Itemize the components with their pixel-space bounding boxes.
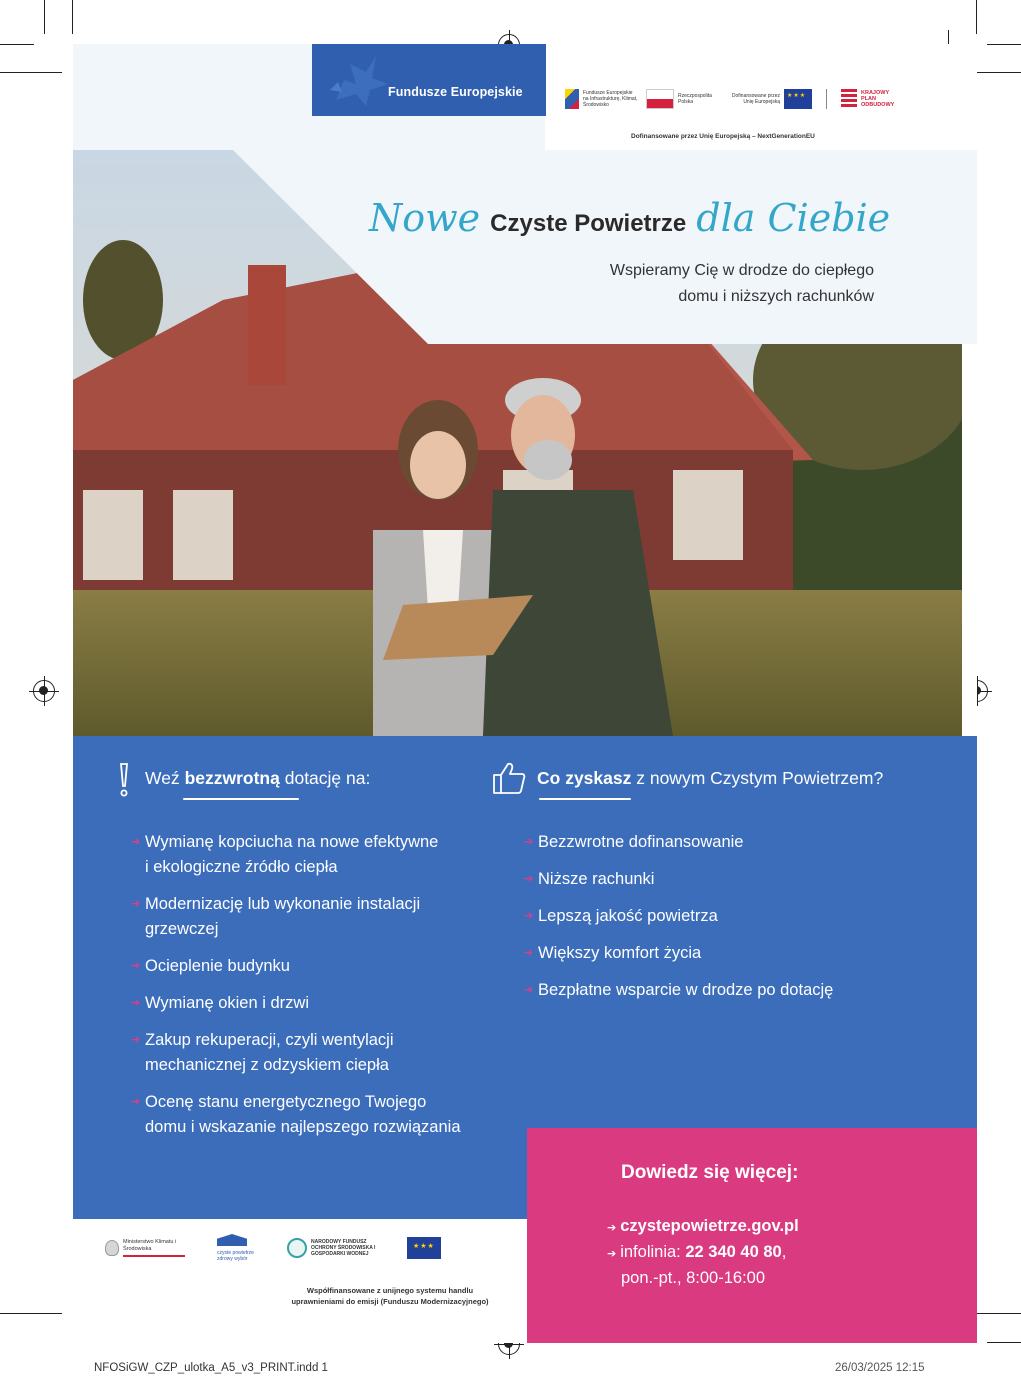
eu-flag-icon — [784, 89, 812, 109]
title-dla-ciebie: dla Ciebie — [696, 196, 891, 240]
list-item: ➔ Bezpłatne wsparcie w drodze po dotację — [524, 978, 944, 1003]
ministry-logo: Ministerstwo Klimatu i Środowiska — [105, 1239, 187, 1256]
print-slug-date: 26/03/2025 12:15 — [835, 1362, 925, 1374]
nfosigw-emblem-icon — [287, 1238, 307, 1258]
crop-mark — [44, 0, 45, 34]
crop-mark — [0, 1313, 62, 1314]
crop-mark — [72, 0, 73, 34]
contact-panel — [527, 1128, 977, 1343]
heading-underline — [539, 798, 631, 800]
eu-flag-icon — [407, 1237, 441, 1259]
nfosigw-logo: NARODOWY FUNDUSZ OCHRONY ŚRODOWISKA I GOSPODARKI WODNEJ — [287, 1238, 377, 1258]
website-link[interactable]: czystepowietrze.gov.pl — [620, 1217, 799, 1235]
left-column-heading: Weź bezzwrotną dotację na: — [145, 768, 371, 788]
website-line — [607, 1213, 799, 1241]
list-item: ➔ Większy komfort życia — [524, 941, 944, 966]
exclamation-icon — [117, 762, 131, 798]
arrow-icon: ➔ — [524, 873, 534, 885]
footer-logos — [105, 1234, 441, 1262]
kpo-icon — [841, 89, 857, 109]
eu-logo: Dofinansowane przez Unię Europejską ★★★ — [726, 89, 812, 109]
cofinanced-note: Współfinansowane z unijnego systemu handlu uprawnieniami do emisji (Funduszu Modernizacyjnego) — [291, 1286, 489, 1306]
heading-underline — [183, 798, 299, 800]
house-icon — [217, 1234, 247, 1246]
title-panel-shape — [73, 150, 977, 344]
fe-stars-icon — [326, 50, 396, 110]
arrow-icon: ➔ — [131, 1096, 141, 1108]
list-item: ➔ Wymianę okien i drzwi — [131, 991, 511, 1016]
phone-line: ➔ infolinia: 22 340 40 80, — [607, 1243, 787, 1261]
right-benefits-list — [524, 830, 944, 1015]
funding-logos — [565, 86, 897, 112]
title-nowe: Nowe — [369, 196, 481, 240]
polska-logo: Rzeczpospolita Polska — [646, 89, 718, 109]
arrow-icon: ➔ — [524, 947, 534, 959]
arrow-icon: ➔ — [607, 1248, 617, 1260]
thumbs-up-icon — [491, 760, 527, 796]
list-item: ➔ Zakup rekuperacji, czyli wentylacji mechanicznej z odzyskiem ciepła — [131, 1028, 511, 1078]
arrow-icon: ➔ — [131, 836, 141, 848]
list-item: ➔ Niższe rachunki — [524, 867, 944, 892]
list-item: ➔ Wymianę kopciucha na nowe efektywne i ekologiczne źródło ciepła — [131, 830, 511, 880]
arrow-icon: ➔ — [131, 898, 141, 910]
crop-mark — [0, 72, 62, 73]
hero-subtitle: Wspieramy Cię w drodze do ciepłego domu i niższych rachunków — [609, 262, 874, 305]
arrow-icon: ➔ — [131, 997, 141, 1009]
fe-flag-icon — [565, 89, 579, 109]
right-column-heading: Co zyskasz z nowym Czystym Powietrzem? — [537, 768, 884, 788]
arrow-icon: ➔ — [524, 984, 534, 996]
czyste-powietrze-logo: czyste powietrze zdrowy wybór — [217, 1234, 257, 1262]
list-item: ➔ Lepszą jakość powietrza — [524, 904, 944, 929]
nextgen-caption: Dofinansowane przez Unię Europejską – NextGenerationEU — [631, 133, 815, 140]
fe-label: Fundusze Europejskie — [388, 85, 523, 99]
polish-flag-icon — [646, 89, 674, 109]
hero-title — [369, 196, 890, 240]
left-benefits-list — [131, 830, 511, 1152]
hours-line: pon.-pt., 8:00-16:00 — [621, 1269, 766, 1287]
arrow-icon: ➔ — [131, 1034, 141, 1046]
crop-mark — [987, 1342, 1021, 1343]
crop-mark — [987, 44, 1021, 45]
eagle-emblem-icon — [105, 1240, 119, 1256]
phone-number[interactable]: 22 340 40 80 — [685, 1243, 782, 1261]
leaflet-page — [73, 44, 977, 1343]
crop-mark — [0, 44, 34, 45]
arrow-icon: ➔ — [131, 960, 141, 972]
crop-mark — [976, 0, 977, 34]
list-item: ➔ Bezzwrotne dofinansowanie — [524, 830, 944, 855]
kpo-logo: KRAJOWY PLAN ODBUDOWY — [841, 89, 897, 109]
fe-infra-logo: Fundusze Europejskie na Infrastrukturę, Klimat, Środowisko — [565, 89, 638, 109]
list-item: ➔ Modernizację lub wykonanie instalacji grzewczej — [131, 892, 511, 942]
fundusze-europejskie-logo — [312, 44, 546, 116]
print-slug-file: NFOSiGW_CZP_ulotka_A5_v3_PRINT.indd 1 — [94, 1362, 328, 1374]
registration-mark — [33, 680, 55, 702]
divider — [826, 89, 827, 109]
arrow-icon: ➔ — [524, 910, 534, 922]
arrow-icon: ➔ — [607, 1222, 617, 1234]
arrow-icon: ➔ — [524, 836, 534, 848]
contact-title: Dowiedz się więcej: — [621, 1162, 799, 1183]
list-item: ➔ Ocenę stanu energetycznego Twojego domu i wskazanie najlepszego rozwiązania — [131, 1090, 511, 1140]
list-item: ➔ Ocieplenie budynku — [131, 954, 511, 979]
title-czyste-powietrze: Czyste Powietrze — [490, 210, 687, 237]
